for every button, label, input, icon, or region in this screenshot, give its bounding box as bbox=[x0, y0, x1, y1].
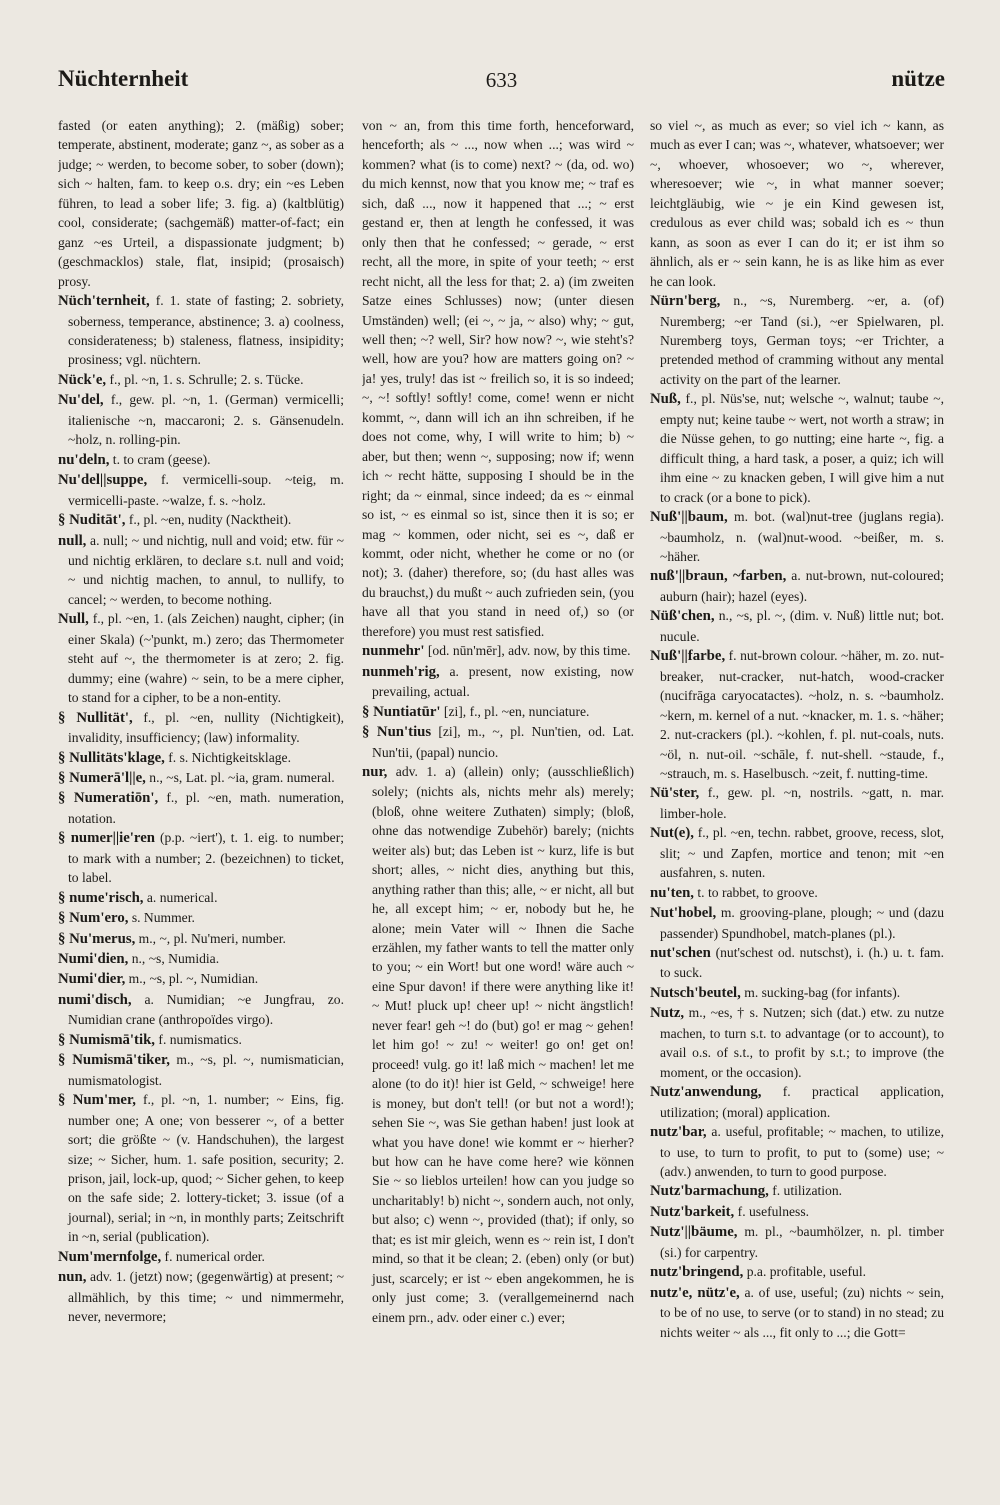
entry-headword: nunmeh'rig, bbox=[362, 663, 440, 680]
dictionary-entry bbox=[58, 1267, 344, 1326]
entry-headword: Nuß'||baum, bbox=[650, 509, 728, 526]
entry-definition: f. practical application, utilization; (moral) application. bbox=[660, 1084, 944, 1120]
entry-definition: f. vermicelli-soup. ~teig, m. vermicelli-paste. ~walze, f. s. ~holz. bbox=[68, 472, 344, 508]
dictionary-entry bbox=[650, 116, 944, 291]
dictionary-entry bbox=[650, 646, 944, 783]
dictionary-entry bbox=[58, 470, 344, 510]
entry-definition: f., pl. ~en, math. numeration, notation. bbox=[68, 790, 344, 826]
dictionary-entry bbox=[58, 510, 344, 530]
entry-headword: Nutz'barkeit, bbox=[650, 1203, 735, 1220]
entry-definition: m., ~s, pl. ~, numismatician, numismatologist. bbox=[68, 1052, 344, 1088]
column-right bbox=[650, 116, 944, 1486]
dictionary-entry bbox=[650, 783, 944, 823]
dictionary-entry bbox=[650, 389, 944, 507]
entry-definition: f. utilization. bbox=[768, 1183, 843, 1199]
entry-definition: f., pl. ~n, 1. number; ~ Eins, fig. number one; A one; von besserer ~, of a better sort; die größte ~ (v. Handschuhen), the largest size; ~ Sicher, hum. 1. safe position, security; 2. prison, jail, lock-up, quod; ~ Sicher gehen, to keep on the safe side; 2. lottery-ticket; 3. issue (of a journal), serial; in ~n, in monthly parts; Zeitschrift in ~n, serial (publication). bbox=[68, 1092, 344, 1245]
entry-headword: Nürn'berg, bbox=[650, 293, 721, 310]
entry-definition: f. numismatics. bbox=[155, 1031, 242, 1047]
dictionary-entry bbox=[58, 1030, 344, 1050]
entry-definition: von ~ an, from this time forth, henceforward, henceforth; als ~ ..., now when ...; was wird ~ kommen? what (is to come) next? ~ (da, od. wo) du mich kennst, now that you know me; ~ traf es sich, daß ..., now it happened that ...; ~ erst gestand er, then at length he confessed, it was only then that he confessed; ~ gerade, ~ erst recht, all the more, in spite of your teeth; ~ erst recht nicht, all the less for that; 2. a) (im zweiten Satze eines Schlusses) now; (unter diesen Umständen) well; (ei ~, ~ ja, ~ also) why; ~ gut, well then; ~? well, Sir? how now? ~, wie steht's? well, how are you? how are matters going on? ~ ja! yes, truly! das ist ~ freilich so, it is so indeed; ~, ~! softly! softly! come, come! wenn er nicht kommt, ~, dann will ich an ihn schreiben, if he does not come, why, I will write to him; b) ~ aber, but then; wenn ~, supposing; now if; wenn ich ~ recht hätte, supposing I should be in the right; da ~ einmal, since indeed; da es ~ einmal so ist, ~ es einmal so ist, since then it is so; er mag ~ kommen, oder nicht, sei es ~, daß er kommt, oder nicht, whether he come or no (or not); 3. (daher) therefore, so; (du hast alles was du brauchst,) du mußt ~ auch zufrieden sein, (you have all that you stand in need of,) so (or therefore) you must rest satisfied. bbox=[362, 118, 634, 639]
entry-headword: § Nu'merus, bbox=[58, 930, 136, 947]
entry-headword: nuß'||braun, ~farben, bbox=[650, 568, 787, 585]
dictionary-entry bbox=[650, 1122, 944, 1181]
entry-definition: m. sucking-bag (for infants). bbox=[740, 984, 901, 1000]
entry-headword: Nut'hobel, bbox=[650, 905, 717, 922]
entry-definition: f. numerical order. bbox=[161, 1248, 265, 1264]
dictionary-entry bbox=[650, 903, 944, 943]
dictionary-entry bbox=[58, 990, 344, 1030]
dictionary-entry bbox=[58, 888, 344, 908]
dictionary-entry bbox=[58, 908, 344, 928]
dictionary-entry bbox=[650, 943, 944, 983]
dictionary-entry bbox=[362, 762, 634, 1327]
dictionary-entry bbox=[650, 606, 944, 646]
entry-headword: nutz'bringend, bbox=[650, 1264, 744, 1281]
page-header bbox=[58, 66, 945, 106]
dictionary-entry bbox=[58, 1090, 344, 1247]
entry-definition: a. of use, useful; (zu) nichts ~ sein, to be of no use, to serve (or to stand) in no stead; zu nichts weiter ~ als ..., fit only to ...; die Gott= bbox=[660, 1284, 944, 1340]
entry-definition: adv. 1. a) (allein) only; (ausschließlich) solely; (nichts als, nichts mehr als) merely; (bloß, ohne weitere Zuthaten) simply; (bloß, ohne das notwendige Zubehör) barely; (nichts weiter als) but; das Leben ist ~ kurz, life is but short; alles, ~ nicht dies, anything but this, anything rather than this; alle, ~ er nicht, all but he, all except him; ~ er, nobody but he, he alone; mein Vater will ~ Ihnen die Sache erzählen, my father wants to tell the matter only to you; ~ ein Wort! but one word! wäre auch ~ eine Spur davon! if there were anything like it! ~ Mut! pluck up! cheer up! ~ nicht ängstlich! never fear! geh ~! do (but) go! er mag ~ gehen! let him go! ~ zu! ~ weiter! go on! get on! proceed! vulg. go it! laß mich ~ machen! let me alone (to do it)! hier ist Geld, ~ schweige! here is money, but don't tell! (or but not a word!); sehen Sie ~, was Sie gethan haben! just look at what you have done! wie kommt er ~ hierher? but how can he have come here? wie können Sie ~ so lieblos urteilen! how can you judge so uncharitably! b) nicht ~, sondern auch, not only, but also; c) wenn ~, provided (that); if only, so that; es ist mir gleich, wenn es ~ rein ist, I don't mind, so that it be clean; 2. (eben) only (or but) just, scarcely; er ist ~ eben angekommen, he is only just come; 3. (verallgemeinernd nach einem prn., adv. oder einer c.) ever; bbox=[372, 763, 634, 1325]
entry-definition: a. present, now existing, now prevailing, actual. bbox=[372, 663, 634, 700]
page-number: 633 bbox=[485, 68, 518, 92]
dictionary-entry bbox=[58, 768, 344, 788]
entry-definition: a. nut-brown, nut-coloured; auburn (hair); hazel (eyes). bbox=[660, 568, 944, 604]
column-middle bbox=[362, 116, 634, 1486]
dictionary-entry bbox=[58, 929, 344, 949]
entry-definition: n., ~s, Lat. pl. ~ia, gram. numeral. bbox=[145, 769, 335, 785]
dictionary-entry bbox=[58, 450, 344, 470]
dictionary-entry bbox=[650, 1283, 944, 1342]
dictionary-entry bbox=[58, 949, 344, 969]
entry-definition: t. to cram (geese). bbox=[109, 451, 211, 467]
dictionary-entry bbox=[650, 983, 944, 1003]
entry-headword: Nu'del, bbox=[58, 392, 104, 409]
entry-headword: § Nuntiatūr' bbox=[362, 703, 441, 720]
entry-headword: Numi'dien, bbox=[58, 951, 129, 968]
dictionary-entry bbox=[58, 291, 344, 370]
entry-headword: nu'deln, bbox=[58, 451, 110, 468]
dictionary-entry bbox=[362, 116, 634, 641]
entry-headword: Nuß, bbox=[650, 391, 681, 408]
entry-headword: § Nullität', bbox=[58, 709, 133, 726]
dictionary-entry bbox=[58, 390, 344, 449]
entry-headword: § nume'risch, bbox=[58, 889, 144, 906]
entry-headword: § Nullitäts'klage, bbox=[58, 749, 165, 766]
entry-definition: a. null; ~ und nichtig, null and void; etw. für ~ und nichtig erklären, to declare s.t. null and void; ~ und nichtig machen, to annul, to nullify, to cancel; ~ werden, to become nothing. bbox=[68, 532, 344, 607]
entry-definition: f. 1. state of fasting; 2. sobriety, soberness, temperance, abstinence; 3. a) coolness, considerateness; b) staleness, flatness, insipidity; prosiness; vgl. nüchtern. bbox=[68, 293, 344, 368]
dictionary-entry bbox=[58, 609, 344, 707]
entry-headword: Nutz'anwendung, bbox=[650, 1084, 762, 1101]
dictionary-entry bbox=[58, 828, 344, 887]
dictionary-entry bbox=[650, 1181, 944, 1201]
entry-headword: nu'ten, bbox=[650, 884, 694, 901]
entry-definition: f., pl. ~en, nudity (Nacktheit). bbox=[125, 512, 292, 528]
entry-definition: [zi], f., pl. ~en, nunciature. bbox=[440, 703, 590, 719]
entry-definition: [zi], m., ~, pl. Nun'tien, od. Lat. Nun'tii, (papal) nuncio. bbox=[372, 724, 634, 760]
dictionary-entry bbox=[650, 507, 944, 566]
entry-headword: Nüß'chen, bbox=[650, 608, 715, 625]
entry-headword: nunmehr' bbox=[362, 643, 425, 660]
dictionary-entry bbox=[650, 1222, 944, 1262]
dictionary-entry bbox=[58, 748, 344, 768]
entry-headword: Num'mernfolge, bbox=[58, 1248, 162, 1265]
dictionary-entry bbox=[650, 1202, 944, 1222]
entry-definition: n., ~s, Nuremberg. ~er, a. (of) Nuremberg; ~er Tand (si.), ~er Spielwaren, pl. Nuremberg toys, German toys; ~er Trichter, a pretended method of cramming without any mental activity on the part of the learner. bbox=[660, 293, 944, 387]
entry-headword: § Numismā'tik, bbox=[58, 1031, 156, 1048]
dictionary-entry bbox=[58, 788, 344, 828]
entry-headword: § Num'ero, bbox=[58, 910, 129, 927]
entry-headword: nun, bbox=[58, 1269, 87, 1286]
entry-definition: m. pl., ~baumhölzer, n. pl. timber (si.) for carpentry. bbox=[660, 1224, 944, 1260]
entry-headword: § numer||ie'ren bbox=[58, 830, 156, 847]
entry-definition: f., pl. ~en, nullity (Nichtigkeit), invalidity, insufficiency; (law) informality. bbox=[68, 709, 344, 746]
dictionary-entry bbox=[58, 708, 344, 748]
entry-headword: Null, bbox=[58, 611, 89, 628]
dictionary-entry bbox=[650, 1262, 944, 1282]
entry-definition: p.a. profitable, useful. bbox=[743, 1264, 867, 1280]
dictionary-entry bbox=[58, 531, 344, 610]
dictionary-entry bbox=[650, 566, 944, 606]
entry-headword: Nut(e), bbox=[650, 825, 694, 842]
entry-definition: f., pl. ~en, techn. rabbet, groove, recess, slot, slit; ~ und Zapfen, mortice and tenon; mit ~en ausfahren, s. nuten. bbox=[660, 825, 944, 881]
entry-definition: f. s. Nichtigkeitsklage. bbox=[164, 749, 291, 765]
entry-definition: a. Numidian; ~e Jungfrau, zo. Numidian crane (anthropoïdes virgo). bbox=[68, 991, 344, 1028]
entry-definition: m., ~es, † s. Nutzen; sich (dat.) etw. zu nutze machen, to turn s.t. to advantage (or to account), to avail o.s. of s.t., to profit by s.t.; to improve (the moment, or the occasion). bbox=[660, 1005, 944, 1080]
dictionary-entry bbox=[58, 969, 344, 989]
running-head-right: nütze bbox=[891, 66, 945, 91]
entry-headword: Nuß'||farbe, bbox=[650, 648, 726, 665]
entry-definition: m. grooving-plane, plough; ~ und (dazu passender) Spundhobel, match-planes (pl.). bbox=[660, 905, 944, 941]
entry-headword: Nutz, bbox=[650, 1005, 685, 1022]
entry-definition: n., ~s, pl. ~, (dim. v. Nuß) little nut; bot. nucule. bbox=[660, 608, 944, 644]
entry-headword: Nu'del||suppe, bbox=[58, 472, 148, 489]
entry-headword: § Numeratiōn', bbox=[58, 790, 159, 807]
entry-definition: (p.p. ~iert'), t. 1. eig. to number; to mark with a number; 2. (bezeichnen) to ticket, to label. bbox=[68, 830, 344, 886]
running-head-left: Nüchternheit bbox=[58, 66, 189, 91]
entry-definition: m. bot. (wal)nut-tree (juglans regia). ~baumholz, n. (wal)nut-wood. ~beißer, m. s. ~häher. bbox=[660, 509, 944, 564]
dictionary-entry bbox=[58, 1050, 344, 1090]
entry-headword: nutz'bar, bbox=[650, 1124, 707, 1141]
entry-definition: m., ~s, pl. ~, Numidian. bbox=[125, 971, 259, 987]
entry-headword: Nü'ster, bbox=[650, 785, 700, 802]
entry-definition: (nut'schest od. nutschst), i. (h.) u. t. fam. to suck. bbox=[660, 945, 944, 981]
entry-headword: nut'schen bbox=[650, 945, 711, 962]
entry-definition: f. usefulness. bbox=[734, 1203, 810, 1219]
entry-definition: a. numerical. bbox=[143, 889, 218, 905]
entry-headword: Nutz'||bäume, bbox=[650, 1224, 738, 1241]
entry-headword: Nück'e, bbox=[58, 371, 107, 388]
dictionary-entry bbox=[650, 883, 944, 903]
entry-headword: nur, bbox=[362, 763, 388, 780]
entry-definition: f., pl. ~n, 1. s. Schrulle; 2. s. Tücke. bbox=[106, 371, 304, 387]
dictionary-entry bbox=[650, 1003, 944, 1082]
entry-headword: null, bbox=[58, 532, 87, 549]
dictionary-entry bbox=[58, 370, 344, 390]
entry-definition: f. nut-brown colour. ~häher, m. zo. nut-breaker, nut-cracker, nut-hatch, wood-cracker (nucifrāga caryocatactes). ~holz, n. s. ~baumholz. ~kern, m. kernel of a nut. ~knacker, m. 1. s. ~häher; 2. nut-crackers (pl.). ~kohlen, f. pl. nut-coals, nuts. ~öl, n. nut-oil. ~schāle, f. nut-shell. ~staude, f., ~strauch, m. s. Haselbusch. ~zeit, f. nutting-time. bbox=[660, 648, 944, 781]
entry-headword: Nutsch'beutel, bbox=[650, 984, 741, 1001]
dictionary-entry bbox=[362, 641, 634, 661]
entry-definition: fasted (or eaten anything); 2. (mäßig) sober; temperate, abstinent, moderate; ganz ~, as sober as a judge; ~ werden, to become sober, to sober (down); sich ~ halten, fam. to keep o.s. dry; ein ~es Leben führen, to lead a sober life; 3. fig. a) (kaltblütig) cool, considerate; (sachgemäß) matter-of-fact; ein ganz ~es Urteil, a dispassionate judgment; b) (geschmacklos) stale, flat, insipid; (prosaisch) prosy. bbox=[58, 118, 344, 289]
dictionary-entry bbox=[58, 116, 344, 291]
entry-headword: § Numismā'tiker, bbox=[58, 1052, 170, 1069]
entry-headword: Numi'dier, bbox=[58, 971, 126, 988]
entry-headword: Nutz'barmachung, bbox=[650, 1183, 769, 1200]
entry-definition: [od. nūn'mēr], adv. now, by this time. bbox=[424, 643, 631, 659]
dictionary-entry bbox=[58, 1247, 344, 1267]
entry-headword: § Nun'tius bbox=[362, 724, 432, 741]
dictionary-entry bbox=[650, 823, 944, 882]
entry-definition: f., gew. pl. ~n, nostrils. ~gatt, n. mar. limber-hole. bbox=[660, 785, 944, 821]
entry-definition: f., pl. ~en, 1. (als Zeichen) naught, cipher; (in einer Skala) (~'punkt, m.) zero; das Thermometer steht auf ~, the thermometer is at zero; 2. fig. dummy; eine (wahre) ~ sein, to be a mere cipher, to stand for a cipher, to be a non-entity. bbox=[68, 611, 344, 706]
entry-definition: s. Nummer. bbox=[128, 910, 195, 926]
dictionary-entry bbox=[650, 1082, 944, 1122]
entry-headword: § Numerā'l||e, bbox=[58, 769, 146, 786]
dictionary-entry bbox=[362, 662, 634, 702]
entry-definition: f., gew. pl. ~n, 1. (German) vermicelli; italienische ~n, maccaroni; 2. s. Gänsenudeln. ~holz, n. rolling-pin. bbox=[68, 392, 344, 448]
entry-definition: a. useful, profitable; ~ machen, to utilize, to use, to turn to profit, to put to (some) use; ~ (adv.) anwenden, to turn to good purpose. bbox=[660, 1124, 944, 1180]
column-left bbox=[58, 116, 344, 1486]
entry-headword: § Num'mer, bbox=[58, 1092, 136, 1109]
entry-definition: adv. 1. (jetzt) now; (gegenwärtig) at present; ~ allmählich, by this time; ~ und nimmermehr, never, nevermore; bbox=[68, 1269, 344, 1325]
entry-headword: Nüch'ternheit, bbox=[58, 293, 150, 310]
dictionary-entry bbox=[362, 702, 634, 722]
entry-headword: nutz'e, nütz'e, bbox=[650, 1284, 740, 1301]
dictionary-entry bbox=[650, 291, 944, 389]
entry-headword: numi'disch, bbox=[58, 991, 132, 1008]
entry-definition: t. to rabbet, to groove. bbox=[694, 884, 818, 900]
dictionary-entry bbox=[362, 722, 634, 762]
entry-definition: f., pl. Nüs'se, nut; welsche ~, walnut; taube ~, empty nut; keine taube ~ wert, not worth a straw; in die Nüsse gehen, to go nutting; eine harte ~, fig. a difficult thing, a hard task, a poser, a quiz; ich will ihm eine ~ zu knacken geben, I will give him a nut to crack (or a bone to pick). bbox=[660, 391, 944, 505]
entry-headword: § Nuditāt', bbox=[58, 512, 126, 529]
entry-definition: m., ~, pl. Nu'meri, number. bbox=[135, 930, 286, 946]
entry-definition: n., ~s, Numidia. bbox=[128, 951, 220, 967]
entry-definition: so viel ~, as much as ever; so viel ich ~ kann, as much as ever I can; was ~, whatever, whatsoever; wer ~, whoever, whosoever; wo ~, wherever, wheresoever; wie ~, in what manner soever; leichtgläubig, wie ~ je ein Kind gewesen ist, credulous as ever child was; sobald ich es ~ thun kann, as soon as ever I can do it; er ist ihm so ähnlich, als er ~ sein kann, he is as like him as ever he can look. bbox=[650, 118, 944, 289]
